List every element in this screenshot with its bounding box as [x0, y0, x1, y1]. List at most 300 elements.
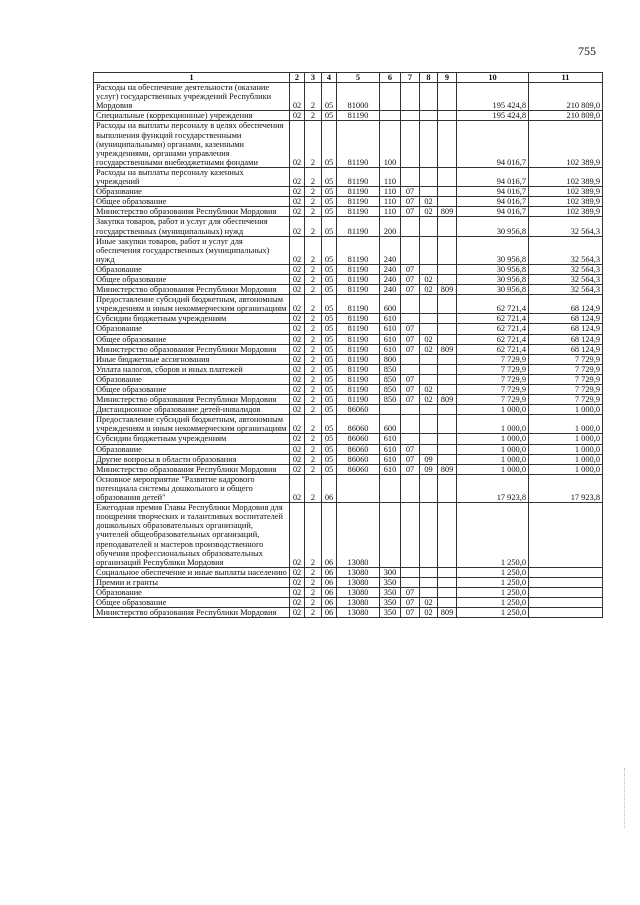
col-9-value: [438, 598, 457, 608]
col-8-value: [420, 444, 438, 454]
col-5-value: 81190: [337, 285, 380, 295]
table-row: [94, 415, 603, 434]
col-6-value: 350: [380, 608, 401, 618]
col-5-value: 81190: [337, 344, 380, 354]
table-row: [94, 405, 603, 415]
col-3-value: 2: [305, 314, 322, 324]
col-9-value: [438, 187, 457, 197]
col-5-value: 81190: [337, 236, 380, 264]
col-7-value: 07: [401, 187, 420, 197]
row-name: Уплата налогов, сборов и иных платежей: [94, 364, 290, 374]
amount-col-11: 32 564,3: [529, 217, 603, 236]
col-8-value: [420, 324, 438, 334]
col-2-value: 02: [290, 274, 305, 284]
col-2-value: 02: [290, 167, 305, 186]
margin-mark: [624, 768, 629, 828]
col-3-value: 2: [305, 587, 322, 597]
col-2-value: 02: [290, 83, 305, 111]
col-9-value: [438, 444, 457, 454]
amount-col-10: 1 000,0: [457, 454, 529, 464]
col-8-value: 02: [420, 334, 438, 344]
col-9-value: 809: [438, 285, 457, 295]
col-9-value: [438, 264, 457, 274]
col-7-value: 07: [401, 464, 420, 474]
col-6-value: 200: [380, 217, 401, 236]
col-7-value: [401, 364, 420, 374]
col-5-value: 86060: [337, 415, 380, 434]
col-4-value: 05: [322, 187, 337, 197]
amount-col-10: 7 729,9: [457, 385, 529, 395]
col-9-value: [438, 197, 457, 207]
col-4-value: 06: [322, 577, 337, 587]
col-8-value: [420, 217, 438, 236]
table-row: [94, 264, 603, 274]
col-7-value: 07: [401, 344, 420, 354]
row-name: Премии и гранты: [94, 577, 290, 587]
col-8-value: [420, 314, 438, 324]
amount-col-10: 30 956,8: [457, 285, 529, 295]
col-8-value: [420, 405, 438, 415]
amount-col-11: [529, 503, 603, 568]
col-4-value: 05: [322, 405, 337, 415]
row-name: Ежегодная премия Главы Республики Мордовия для поощрения творческих и талантливых воспитателей дошкольных образовательных организаций, учителей общеобразовательных организаций, преподавателей и мастеров производственного обучения профессиональных образовательных организаций Республики Мордовия: [94, 503, 290, 568]
col-6-value: 800: [380, 354, 401, 364]
amount-col-10: 1 250,0: [457, 503, 529, 568]
col-5-value: 81190: [337, 121, 380, 167]
col-8-value: [420, 167, 438, 186]
table-row: [94, 334, 603, 344]
col-9-value: [438, 454, 457, 464]
amount-col-10: 62 721,4: [457, 295, 529, 314]
col-6-value: 850: [380, 374, 401, 384]
table-body: [94, 83, 603, 618]
amount-col-11: 7 729,9: [529, 395, 603, 405]
col-9-value: [438, 503, 457, 568]
col-6-value: 600: [380, 295, 401, 314]
row-name: Министерство образования Республики Мордовия: [94, 344, 290, 354]
col-3-value: 2: [305, 385, 322, 395]
col-8-value: 02: [420, 385, 438, 395]
table-row: [94, 608, 603, 618]
column-header: 7: [401, 73, 420, 83]
col-9-value: 809: [438, 608, 457, 618]
table-row: [94, 354, 603, 364]
col-9-value: [438, 354, 457, 364]
col-7-value: 07: [401, 324, 420, 334]
amount-col-11: 1 000,0: [529, 415, 603, 434]
amount-col-11: 102 389,9: [529, 167, 603, 186]
amount-col-11: 68 124,9: [529, 314, 603, 324]
amount-col-11: 1 000,0: [529, 434, 603, 444]
col-5-value: 81000: [337, 83, 380, 111]
row-name: Образование: [94, 587, 290, 597]
col-8-value: [420, 83, 438, 111]
column-header: 9: [438, 73, 457, 83]
col-2-value: 02: [290, 598, 305, 608]
col-8-value: [420, 415, 438, 434]
col-7-value: [401, 474, 420, 502]
col-3-value: 2: [305, 264, 322, 274]
table-row: [94, 454, 603, 464]
col-3-value: 2: [305, 608, 322, 618]
amount-col-10: 195 424,8: [457, 83, 529, 111]
col-5-value: 13080: [337, 587, 380, 597]
table-row: [94, 364, 603, 374]
col-2-value: 02: [290, 314, 305, 324]
col-6-value: 240: [380, 285, 401, 295]
col-6-value: 850: [380, 364, 401, 374]
col-8-value: 02: [420, 207, 438, 217]
col-7-value: [401, 83, 420, 111]
col-9-value: 809: [438, 344, 457, 354]
col-7-value: 07: [401, 444, 420, 454]
col-5-value: 81190: [337, 385, 380, 395]
amount-col-11: [529, 587, 603, 597]
col-3-value: 2: [305, 187, 322, 197]
amount-col-11: 68 124,9: [529, 334, 603, 344]
col-7-value: [401, 217, 420, 236]
amount-col-10: 62 721,4: [457, 324, 529, 334]
col-6-value: [380, 83, 401, 111]
amount-col-11: [529, 567, 603, 577]
col-7-value: [401, 295, 420, 314]
amount-col-10: 195 424,8: [457, 111, 529, 121]
col-3-value: 2: [305, 217, 322, 236]
col-5-value: 86060: [337, 434, 380, 444]
col-4-value: 05: [322, 217, 337, 236]
col-7-value: 07: [401, 207, 420, 217]
col-2-value: 02: [290, 567, 305, 577]
column-header: 3: [305, 73, 322, 83]
col-8-value: [420, 354, 438, 364]
col-5-value: 81190: [337, 187, 380, 197]
amount-col-11: 32 564,3: [529, 285, 603, 295]
row-name: Общее образование: [94, 385, 290, 395]
col-9-value: [438, 295, 457, 314]
col-8-value: [420, 364, 438, 374]
row-name: Предоставление субсидий бюджетным, автономным учреждениям и иным некоммерческим организациям: [94, 295, 290, 314]
col-8-value: 02: [420, 285, 438, 295]
col-8-value: [420, 236, 438, 264]
amount-col-11: 1 000,0: [529, 405, 603, 415]
row-name: Министерство образования Республики Мордовия: [94, 285, 290, 295]
amount-col-10: 1 000,0: [457, 434, 529, 444]
col-3-value: 2: [305, 274, 322, 284]
col-3-value: 2: [305, 464, 322, 474]
col-5-value: 81190: [337, 324, 380, 334]
row-name: Министерство образования Республики Мордовия: [94, 395, 290, 405]
amount-col-10: 94 016,7: [457, 167, 529, 186]
table-row: [94, 324, 603, 334]
column-header: 1: [94, 73, 290, 83]
amount-col-10: 1 250,0: [457, 608, 529, 618]
col-7-value: 07: [401, 264, 420, 274]
amount-col-10: 1 250,0: [457, 598, 529, 608]
col-9-value: [438, 83, 457, 111]
col-2-value: 02: [290, 264, 305, 274]
col-6-value: 110: [380, 167, 401, 186]
col-8-value: 02: [420, 608, 438, 618]
col-2-value: 02: [290, 197, 305, 207]
table-row: [94, 474, 603, 502]
row-name: Иные бюджетные ассигнования: [94, 354, 290, 364]
row-name: Образование: [94, 264, 290, 274]
table-row: [94, 464, 603, 474]
col-4-value: 05: [322, 236, 337, 264]
col-5-value: 86060: [337, 454, 380, 464]
row-name: Министерство образования Республики Мордовия: [94, 464, 290, 474]
col-5-value: 13080: [337, 608, 380, 618]
col-7-value: [401, 405, 420, 415]
amount-col-11: 68 124,9: [529, 295, 603, 314]
col-2-value: 02: [290, 577, 305, 587]
col-3-value: 2: [305, 503, 322, 568]
col-2-value: 02: [290, 217, 305, 236]
amount-col-11: 210 809,0: [529, 111, 603, 121]
col-4-value: 05: [322, 167, 337, 186]
col-9-value: [438, 415, 457, 434]
col-2-value: 02: [290, 503, 305, 568]
amount-col-11: 68 124,9: [529, 344, 603, 354]
column-header: 8: [420, 73, 438, 83]
col-4-value: 05: [322, 444, 337, 454]
col-6-value: 610: [380, 444, 401, 454]
col-4-value: 05: [322, 385, 337, 395]
col-3-value: 2: [305, 324, 322, 334]
col-6-value: 350: [380, 598, 401, 608]
col-7-value: 07: [401, 598, 420, 608]
col-2-value: 02: [290, 187, 305, 197]
col-2-value: 02: [290, 324, 305, 334]
col-7-value: 07: [401, 608, 420, 618]
col-3-value: 2: [305, 121, 322, 167]
amount-col-11: 102 389,9: [529, 197, 603, 207]
col-4-value: 05: [322, 434, 337, 444]
col-4-value: 05: [322, 354, 337, 364]
col-2-value: 02: [290, 207, 305, 217]
col-8-value: [420, 121, 438, 167]
col-3-value: 2: [305, 354, 322, 364]
col-3-value: 2: [305, 111, 322, 121]
col-2-value: 02: [290, 121, 305, 167]
col-8-value: 09: [420, 464, 438, 474]
table-row: [94, 217, 603, 236]
col-7-value: [401, 236, 420, 264]
col-9-value: 809: [438, 395, 457, 405]
table-row: [94, 197, 603, 207]
row-name: Социальное обеспечение и иные выплаты населению: [94, 567, 290, 577]
col-2-value: 02: [290, 405, 305, 415]
col-3-value: 2: [305, 405, 322, 415]
col-7-value: 07: [401, 374, 420, 384]
col-5-value: 86060: [337, 405, 380, 415]
table-header-row: [94, 73, 603, 83]
budget-table: [93, 72, 603, 618]
amount-col-10: 62 721,4: [457, 344, 529, 354]
col-8-value: 02: [420, 395, 438, 405]
row-name: Образование: [94, 187, 290, 197]
col-4-value: 06: [322, 567, 337, 577]
row-name: Общее образование: [94, 274, 290, 284]
col-9-value: [438, 167, 457, 186]
col-6-value: [380, 405, 401, 415]
col-3-value: 2: [305, 295, 322, 314]
row-name: Министерство образования Республики Мордовия: [94, 207, 290, 217]
amount-col-10: 1 000,0: [457, 464, 529, 474]
row-name: Расходы на выплаты персоналу в целях обеспечения выполнения функций государственными (муниципальными) органами, казенными учреждениями, органами управления государственными внебюджетными фондами: [94, 121, 290, 167]
amount-col-10: 1 000,0: [457, 415, 529, 434]
col-5-value: 81190: [337, 217, 380, 236]
row-name: Другие вопросы в области образования: [94, 454, 290, 464]
col-9-value: [438, 577, 457, 587]
col-5-value: 81190: [337, 111, 380, 121]
col-3-value: 2: [305, 454, 322, 464]
col-7-value: [401, 415, 420, 434]
amount-col-10: 7 729,9: [457, 374, 529, 384]
col-5-value: 81190: [337, 395, 380, 405]
col-5-value: 81190: [337, 207, 380, 217]
table-row: [94, 274, 603, 284]
col-7-value: 07: [401, 274, 420, 284]
col-7-value: [401, 354, 420, 364]
col-4-value: 06: [322, 503, 337, 568]
col-5-value: [337, 474, 380, 502]
col-6-value: [380, 474, 401, 502]
col-8-value: [420, 295, 438, 314]
col-4-value: 05: [322, 454, 337, 464]
table-row: [94, 444, 603, 454]
col-2-value: 02: [290, 608, 305, 618]
col-4-value: 06: [322, 587, 337, 597]
col-5-value: 81190: [337, 264, 380, 274]
amount-col-11: 32 564,3: [529, 236, 603, 264]
col-8-value: [420, 567, 438, 577]
amount-col-11: [529, 608, 603, 618]
col-8-value: [420, 111, 438, 121]
page-number: 755: [578, 44, 596, 58]
col-4-value: 05: [322, 334, 337, 344]
col-9-value: [438, 217, 457, 236]
table-row: [94, 83, 603, 111]
col-4-value: 05: [322, 344, 337, 354]
amount-col-10: 94 016,7: [457, 187, 529, 197]
col-6-value: 610: [380, 344, 401, 354]
col-6-value: 300: [380, 567, 401, 577]
col-5-value: 81190: [337, 197, 380, 207]
row-name: Основное мероприятие "Развитие кадрового потенциала системы дошкольного и общего образования детей": [94, 474, 290, 502]
amount-col-10: 7 729,9: [457, 364, 529, 374]
col-7-value: [401, 577, 420, 587]
col-8-value: 02: [420, 197, 438, 207]
col-4-value: 05: [322, 274, 337, 284]
col-3-value: 2: [305, 236, 322, 264]
col-4-value: 06: [322, 598, 337, 608]
amount-col-10: 94 016,7: [457, 207, 529, 217]
col-3-value: 2: [305, 364, 322, 374]
col-7-value: [401, 314, 420, 324]
col-7-value: 07: [401, 395, 420, 405]
table-row: [94, 167, 603, 186]
row-name: Субсидии бюджетным учреждениям: [94, 434, 290, 444]
col-6-value: 610: [380, 454, 401, 464]
col-8-value: 02: [420, 598, 438, 608]
col-2-value: 02: [290, 454, 305, 464]
row-name: Расходы на обеспечение деятельности (оказание услуг) государственных учреждений Республики Мордовия: [94, 83, 290, 111]
col-4-value: 05: [322, 285, 337, 295]
col-7-value: [401, 121, 420, 167]
col-4-value: 05: [322, 197, 337, 207]
row-name: Субсидии бюджетным учреждениям: [94, 314, 290, 324]
amount-col-11: [529, 577, 603, 587]
amount-col-10: 1 000,0: [457, 444, 529, 454]
col-9-value: [438, 434, 457, 444]
col-2-value: 02: [290, 385, 305, 395]
col-7-value: [401, 503, 420, 568]
col-3-value: 2: [305, 374, 322, 384]
table-row: [94, 374, 603, 384]
row-name: Иные закупки товаров, работ и услуг для обеспечения государственных (муниципальных) нужд: [94, 236, 290, 264]
col-6-value: 350: [380, 587, 401, 597]
amount-col-11: 1 000,0: [529, 444, 603, 454]
table-row: [94, 503, 603, 568]
col-2-value: 02: [290, 285, 305, 295]
col-2-value: 02: [290, 474, 305, 502]
column-header: 4: [322, 73, 337, 83]
col-2-value: 02: [290, 344, 305, 354]
row-name: Образование: [94, 324, 290, 334]
row-name: Дистанционное образование детей-инвалидов: [94, 405, 290, 415]
col-2-value: 02: [290, 415, 305, 434]
amount-col-10: 1 250,0: [457, 587, 529, 597]
row-name: Общее образование: [94, 334, 290, 344]
col-5-value: 13080: [337, 598, 380, 608]
col-8-value: [420, 264, 438, 274]
table-row: [94, 344, 603, 354]
col-6-value: 610: [380, 324, 401, 334]
amount-col-11: 1 000,0: [529, 454, 603, 464]
col-6-value: 600: [380, 415, 401, 434]
col-8-value: [420, 474, 438, 502]
amount-col-10: 30 956,8: [457, 236, 529, 264]
col-7-value: 07: [401, 197, 420, 207]
col-4-value: 05: [322, 121, 337, 167]
col-5-value: 81190: [337, 167, 380, 186]
col-9-value: 809: [438, 464, 457, 474]
amount-col-10: 1 250,0: [457, 577, 529, 587]
col-5-value: 81190: [337, 334, 380, 344]
col-3-value: 2: [305, 598, 322, 608]
col-9-value: [438, 111, 457, 121]
col-3-value: 2: [305, 567, 322, 577]
col-7-value: 07: [401, 587, 420, 597]
amount-col-11: 32 564,3: [529, 264, 603, 274]
col-7-value: [401, 167, 420, 186]
col-9-value: [438, 405, 457, 415]
col-4-value: 05: [322, 264, 337, 274]
amount-col-11: 102 389,9: [529, 187, 603, 197]
table-row: [94, 285, 603, 295]
col-2-value: 02: [290, 295, 305, 314]
col-8-value: 02: [420, 344, 438, 354]
amount-col-11: 102 389,9: [529, 207, 603, 217]
table-row: [94, 295, 603, 314]
col-8-value: 09: [420, 454, 438, 464]
column-header: 2: [290, 73, 305, 83]
amount-col-11: 7 729,9: [529, 385, 603, 395]
col-3-value: 2: [305, 415, 322, 434]
amount-col-10: 94 016,7: [457, 197, 529, 207]
col-4-value: 05: [322, 314, 337, 324]
